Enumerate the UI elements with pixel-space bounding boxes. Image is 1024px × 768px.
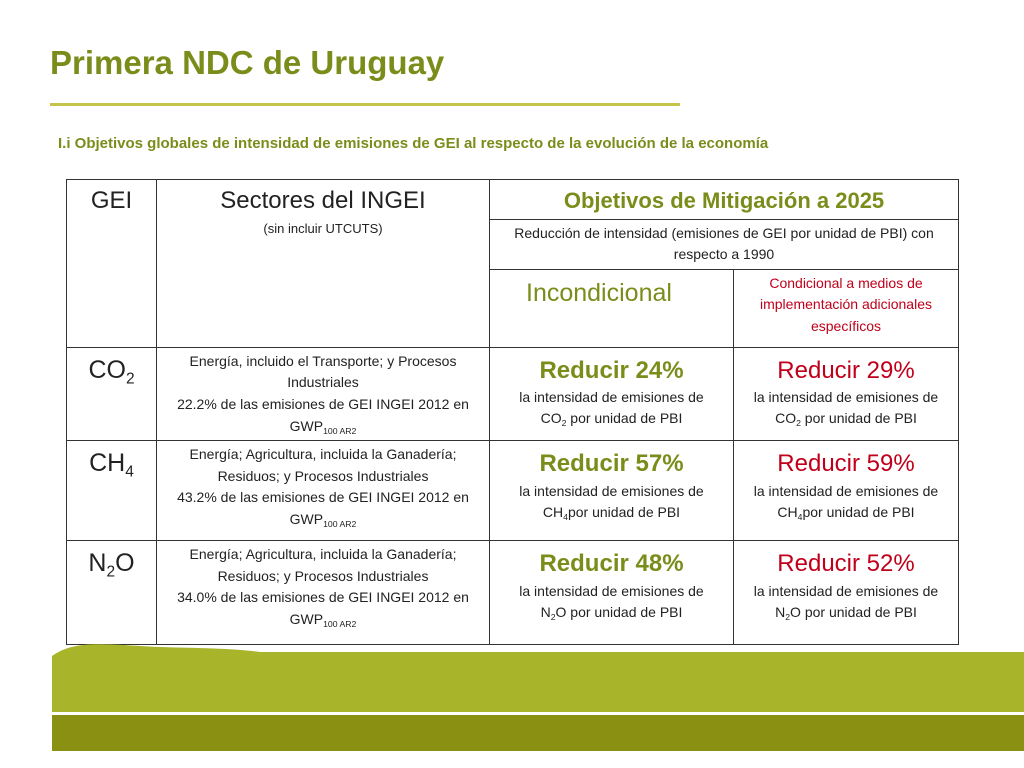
condicional-goal-cell xyxy=(734,541,959,645)
header-gei xyxy=(67,180,157,348)
table-row xyxy=(67,541,959,645)
sector-text: Energía; Agricultura, incluida la Ganadería; Residuos; y Procesos Industriales 43.2% de las emisiones de GEI INGEI 2012 en $GWP_{100 AR2}$ xyxy=(177,446,469,530)
condicional-goal-cell xyxy=(734,441,959,541)
sector-cell xyxy=(157,347,490,440)
title-underline xyxy=(50,103,680,106)
header-objetivos xyxy=(490,180,959,220)
header-condicional xyxy=(734,269,959,347)
header-sectores-note: (sin incluir UTCUTS) xyxy=(263,220,383,236)
header-objetivos-desc-text: Reducción de intensidad (emisiones de GEI por unidad de PBI) con respecto a 1990 xyxy=(514,224,934,263)
header-sectores xyxy=(157,180,490,348)
goal-description: la intensidad de emisiones de $N_2O$ por unidad de PBI xyxy=(519,582,704,622)
header-gei-label: GEI xyxy=(90,187,133,214)
incondicional-goal-cell xyxy=(490,347,734,440)
sector-text: Energía; Agricultura, incluida la Ganadería; Residuos; y Procesos Industriales 34.0% de las emisiones de GEI INGEI 2012 en $GWP_{100 AR2}$ xyxy=(177,546,469,630)
gas-label: $CO_2$ xyxy=(88,355,135,388)
gas-label: $N_2O$ xyxy=(88,549,135,581)
header-objetivos-label: Objetivos de Mitigación a 2025 xyxy=(563,188,885,213)
gas-cell xyxy=(67,347,157,440)
table-row xyxy=(67,347,959,440)
condicional-goal: Reducir 52% xyxy=(777,550,915,578)
dark-green-band xyxy=(52,715,1024,751)
goal-description: la intensidad de emisiones de $CH_4por$ unidad de PBI xyxy=(753,482,939,522)
decorative-green-bands xyxy=(0,640,1024,768)
subtitle: I.i Objetivos globales de intensidad de emisiones de GEI al respecto de la evolución de la economía xyxy=(58,135,769,152)
condicional-goal: Reducir 29% xyxy=(777,356,915,384)
goal-description: la intensidad de emisiones de $CH_4por$ unidad de PBI xyxy=(519,482,704,522)
ndc-table xyxy=(66,179,959,645)
goal-description: la intensidad de emisiones de $CO_2$ por unidad de PBI xyxy=(753,389,939,429)
incondicional-goal-cell xyxy=(490,541,734,645)
incondicional-goal: Reducir 48% xyxy=(539,550,684,578)
incondicional-goal: Reducir 24% xyxy=(539,356,684,384)
condicional-goal-cell xyxy=(734,347,959,440)
header-incondicional-label: Incondicional xyxy=(526,278,672,307)
condicional-goal: Reducir 59% xyxy=(777,450,915,478)
goal-description: la intensidad de emisiones de $CO_2$ por unidad de PBI xyxy=(519,389,704,429)
incondicional-goal-cell xyxy=(490,441,734,541)
sector-cell xyxy=(157,441,490,541)
sector-text: Energía, incluido el Transporte; y Procesos Industriales 22.2% de las emisiones de GEI INGEI 2012 en $GWP_{100 AR2}$ xyxy=(177,352,469,436)
light-green-band xyxy=(52,644,1024,712)
page-title: Primera NDC de Uruguay xyxy=(50,44,445,81)
gas-cell xyxy=(67,441,157,541)
header-sectores-label: Sectores del INGEI xyxy=(220,187,426,214)
sector-cell xyxy=(157,541,490,645)
header-incondicional xyxy=(490,269,734,347)
gas-label: $CH_4$ xyxy=(89,449,134,481)
incondicional-goal: Reducir 57% xyxy=(539,450,684,478)
header-objetivos-desc xyxy=(490,219,959,269)
table-row xyxy=(67,441,959,541)
header-condicional-label: Condicional a medios de implementación adicionales específicos xyxy=(760,274,932,335)
goal-description: la intensidad de emisiones de $N_2O$ por unidad de PBI xyxy=(753,582,939,622)
gas-cell xyxy=(67,541,157,645)
